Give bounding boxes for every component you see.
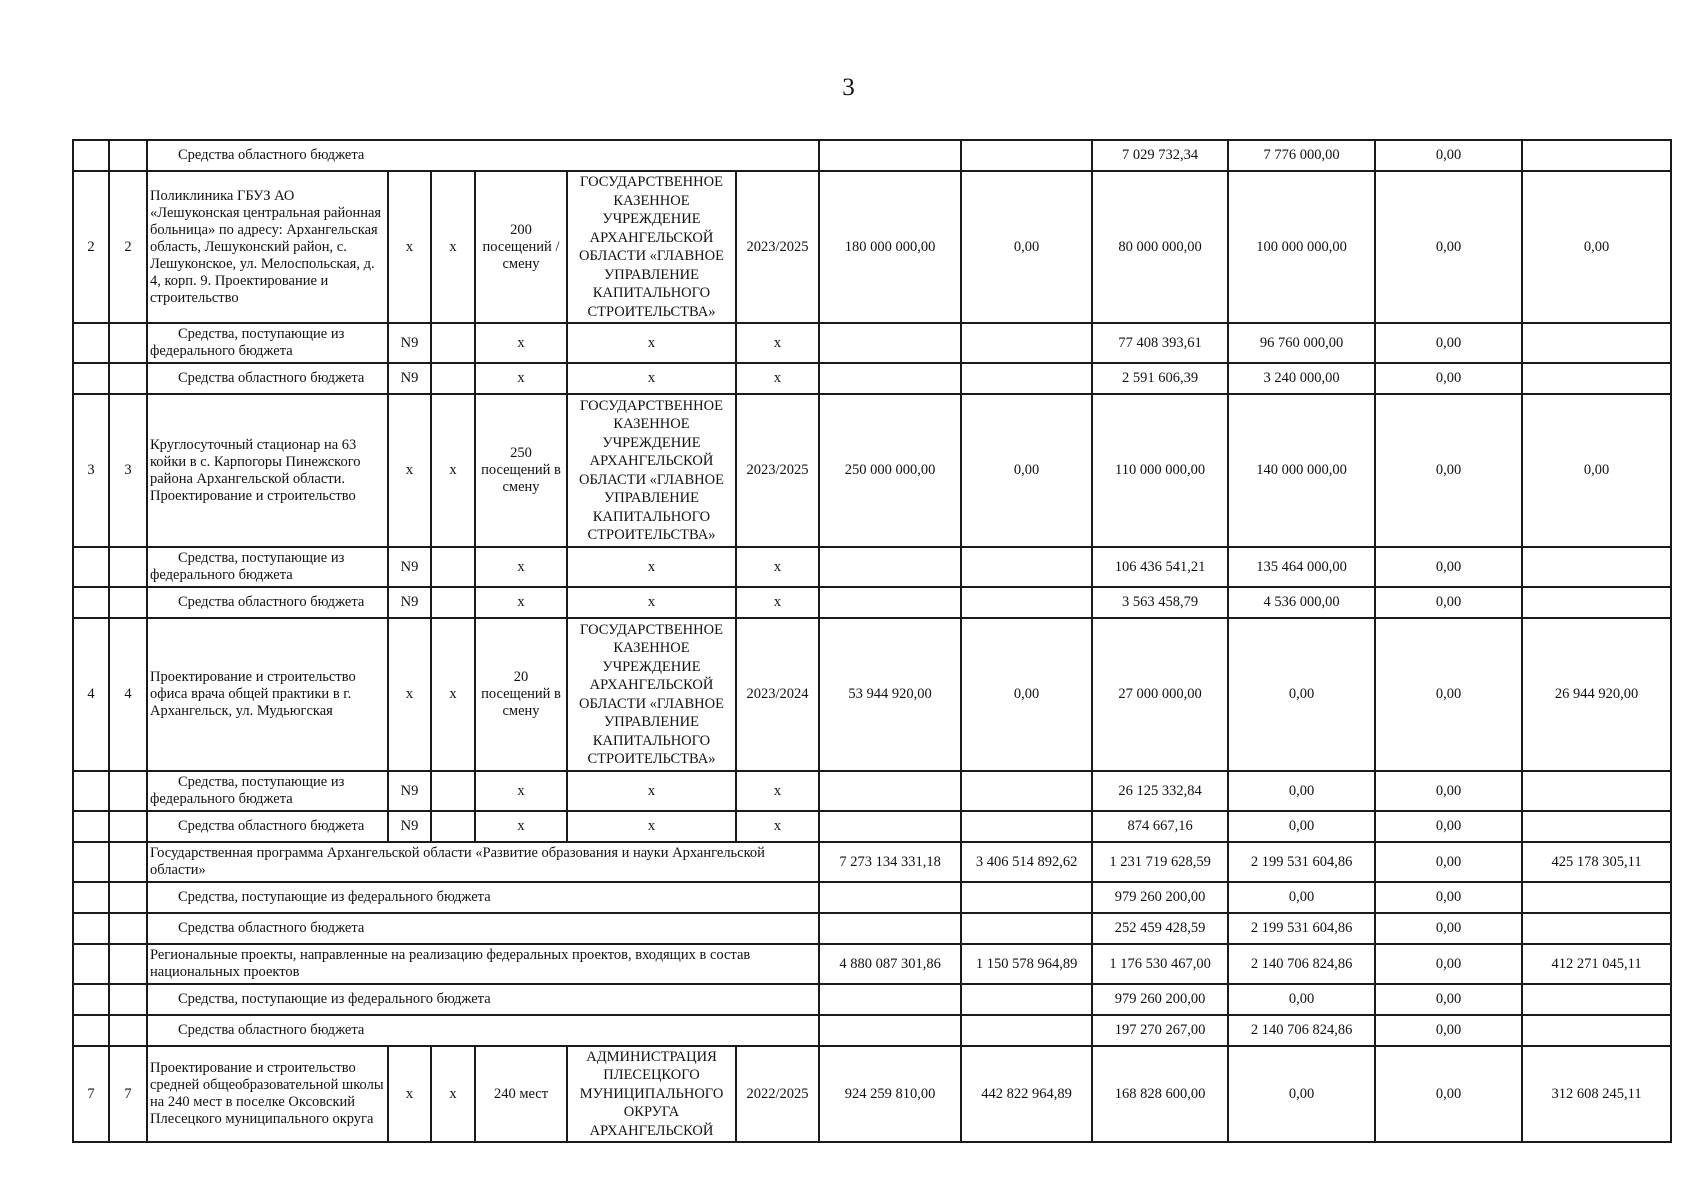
- table-row: [73, 140, 1671, 171]
- amount-cell: 0,00: [1375, 984, 1522, 1015]
- row-number-cell: [109, 944, 147, 984]
- capacity-cell: 240 мест: [475, 1046, 567, 1142]
- x-mark-cell: x: [431, 171, 475, 323]
- row-number-cell: 2: [73, 171, 109, 323]
- empty-cell: [431, 323, 475, 363]
- amount-cell: [819, 882, 961, 913]
- period-cell: 2023/2025: [736, 171, 819, 323]
- row-number-cell: [109, 140, 147, 171]
- x-mark-cell: x: [736, 587, 819, 618]
- x-mark-cell: x: [736, 811, 819, 842]
- table-row: [73, 171, 1671, 323]
- capacity-cell: 250 посещений в смену: [475, 394, 567, 547]
- amount-cell: [961, 323, 1092, 363]
- row-number-cell: [73, 363, 109, 394]
- amount-cell: [961, 547, 1092, 587]
- amount-cell: [1522, 882, 1671, 913]
- x-mark-cell: x: [736, 547, 819, 587]
- amount-cell: [1522, 140, 1671, 171]
- amount-cell: 4 536 000,00: [1228, 587, 1375, 618]
- x-mark-cell: x: [567, 323, 736, 363]
- table-row: [73, 394, 1671, 547]
- amount-cell: [1522, 771, 1671, 811]
- period-cell: 2023/2025: [736, 394, 819, 547]
- amount-cell: [1522, 323, 1671, 363]
- amount-cell: 0,00: [1375, 882, 1522, 913]
- funding-source-label: Средства, поступающие из федерального бюджета: [147, 771, 388, 811]
- object-name: Проектирование и строительство средней общеобразовательной школы на 240 мест в поселке Оксовский Плесецкого муниципального округа: [147, 1046, 388, 1142]
- amount-cell: 0,00: [961, 171, 1092, 323]
- empty-cell: [431, 811, 475, 842]
- x-mark-cell: x: [388, 171, 431, 323]
- amount-cell: 0,00: [1375, 913, 1522, 944]
- amount-cell: [961, 913, 1092, 944]
- capacity-cell: 200 посещений / смену: [475, 171, 567, 323]
- funding-source-label: Средства, поступающие из федерального бюджета: [147, 323, 388, 363]
- x-mark-cell: x: [431, 1046, 475, 1142]
- empty-cell: [431, 587, 475, 618]
- funding-source-label: Средства, поступающие из федерального бюджета: [147, 984, 819, 1015]
- row-number-cell: 7: [109, 1046, 147, 1142]
- amount-cell: 0,00: [1375, 394, 1522, 547]
- table-row: [73, 944, 1671, 984]
- amount-cell: 4 880 087 301,86: [819, 944, 961, 984]
- row-number-cell: [73, 547, 109, 587]
- table-row: [73, 1046, 1671, 1142]
- row-number-cell: [109, 771, 147, 811]
- amount-cell: [819, 811, 961, 842]
- funding-source-label: Средства областного бюджета: [147, 587, 388, 618]
- x-mark-cell: x: [567, 587, 736, 618]
- row-number-cell: [109, 984, 147, 1015]
- row-number-cell: 4: [73, 618, 109, 771]
- row-number-cell: [109, 323, 147, 363]
- amount-cell: [961, 363, 1092, 394]
- amount-cell: [819, 913, 961, 944]
- amount-cell: 3 240 000,00: [1228, 363, 1375, 394]
- x-mark-cell: x: [736, 771, 819, 811]
- amount-cell: 0,00: [1228, 984, 1375, 1015]
- amount-cell: 26 125 332,84: [1092, 771, 1228, 811]
- amount-cell: 100 000 000,00: [1228, 171, 1375, 323]
- row-number-cell: [73, 913, 109, 944]
- code-cell: N9: [388, 811, 431, 842]
- row-number-cell: [73, 882, 109, 913]
- amount-cell: 3 563 458,79: [1092, 587, 1228, 618]
- amount-cell: [961, 882, 1092, 913]
- program-title: Государственная программа Архангельской области «Развитие образования и науки Архангельской области»: [147, 842, 819, 882]
- amount-cell: 2 199 531 604,86: [1228, 842, 1375, 882]
- amount-cell: 2 199 531 604,86: [1228, 913, 1375, 944]
- row-number-cell: [73, 140, 109, 171]
- organization-cell: ГОСУДАРСТВЕННОЕ КАЗЕННОЕ УЧРЕЖДЕНИЕ АРХАНГЕЛЬСКОЙ ОБЛАСТИ «ГЛАВНОЕ УПРАВЛЕНИЕ КАПИТАЛЬНОГО СТРОИТЕЛЬСТВА»: [567, 171, 736, 323]
- x-mark-cell: x: [388, 1046, 431, 1142]
- code-cell: N9: [388, 771, 431, 811]
- amount-cell: 0,00: [1228, 618, 1375, 771]
- row-number-cell: [73, 811, 109, 842]
- code-cell: N9: [388, 587, 431, 618]
- amount-cell: 0,00: [1375, 842, 1522, 882]
- amount-cell: [1522, 913, 1671, 944]
- row-number-cell: [109, 882, 147, 913]
- program-title: Региональные проекты, направленные на реализацию федеральных проектов, входящих в состав национальных проектов: [147, 944, 819, 984]
- amount-cell: [961, 984, 1092, 1015]
- amount-cell: [819, 547, 961, 587]
- amount-cell: 0,00: [1375, 771, 1522, 811]
- row-number-cell: 3: [73, 394, 109, 547]
- amount-cell: 442 822 964,89: [961, 1046, 1092, 1142]
- amount-cell: 979 260 200,00: [1092, 984, 1228, 1015]
- x-mark-cell: x: [388, 394, 431, 547]
- row-number-cell: [73, 1015, 109, 1046]
- amount-cell: 2 140 706 824,86: [1228, 1015, 1375, 1046]
- amount-cell: 0,00: [1375, 1015, 1522, 1046]
- amount-cell: [1522, 363, 1671, 394]
- capacity-cell: 20 посещений в смену: [475, 618, 567, 771]
- table-row: [73, 618, 1671, 771]
- row-number-cell: [109, 913, 147, 944]
- amount-cell: 0,00: [1375, 811, 1522, 842]
- amount-cell: [819, 1015, 961, 1046]
- x-mark-cell: x: [475, 811, 567, 842]
- amount-cell: 0,00: [1375, 547, 1522, 587]
- object-name: Круглосуточный стационар на 63 койки в с. Карпогоры Пинежского района Архангельской области. Проектирование и строительство: [147, 394, 388, 547]
- amount-cell: [1522, 587, 1671, 618]
- amount-cell: 106 436 541,21: [1092, 547, 1228, 587]
- amount-cell: 874 667,16: [1092, 811, 1228, 842]
- amount-cell: 0,00: [1375, 618, 1522, 771]
- amount-cell: [1522, 1015, 1671, 1046]
- object-name: Поликлиника ГБУЗ АО «Лешуконская центральная районная больница» по адресу: Архангельская область, Лешуконский район, с. Лешуконское, ул. Мелоспольская, д. 4, корп. 9. Проектирование и строительство: [147, 171, 388, 323]
- row-number-cell: [109, 363, 147, 394]
- organization-cell: ГОСУДАРСТВЕННОЕ КАЗЕННОЕ УЧРЕЖДЕНИЕ АРХАНГЕЛЬСКОЙ ОБЛАСТИ «ГЛАВНОЕ УПРАВЛЕНИЕ КАПИТАЛЬНОГО СТРОИТЕЛЬСТВА»: [567, 394, 736, 547]
- x-mark-cell: x: [567, 811, 736, 842]
- amount-cell: 0,00: [1228, 1046, 1375, 1142]
- amount-cell: [961, 1015, 1092, 1046]
- empty-cell: [431, 363, 475, 394]
- amount-cell: 26 944 920,00: [1522, 618, 1671, 771]
- row-number-cell: 3: [109, 394, 147, 547]
- budget-table: [72, 139, 1672, 1143]
- row-number-cell: [73, 842, 109, 882]
- object-name: Проектирование и строительство офиса врача общей практики в г. Архангельск, ул. Мудьюгская: [147, 618, 388, 771]
- table-row: [73, 363, 1671, 394]
- amount-cell: [819, 587, 961, 618]
- amount-cell: 252 459 428,59: [1092, 913, 1228, 944]
- table-row: [73, 984, 1671, 1015]
- amount-cell: 77 408 393,61: [1092, 323, 1228, 363]
- row-number-cell: 2: [109, 171, 147, 323]
- organization-cell: ГОСУДАРСТВЕННОЕ КАЗЕННОЕ УЧРЕЖДЕНИЕ АРХАНГЕЛЬСКОЙ ОБЛАСТИ «ГЛАВНОЕ УПРАВЛЕНИЕ КАПИТАЛЬНОГО СТРОИТЕЛЬСТВА»: [567, 618, 736, 771]
- row-number-cell: 4: [109, 618, 147, 771]
- amount-cell: 1 176 530 467,00: [1092, 944, 1228, 984]
- amount-cell: 312 608 245,11: [1522, 1046, 1671, 1142]
- amount-cell: 0,00: [1375, 944, 1522, 984]
- period-cell: 2022/2025: [736, 1046, 819, 1142]
- row-number-cell: [109, 811, 147, 842]
- funding-source-label: Средства, поступающие из федерального бюджета: [147, 882, 819, 913]
- page-number: 3: [842, 74, 855, 101]
- x-mark-cell: x: [475, 547, 567, 587]
- table-row: [73, 547, 1671, 587]
- empty-cell: [431, 547, 475, 587]
- x-mark-cell: x: [431, 618, 475, 771]
- amount-cell: 0,00: [1375, 323, 1522, 363]
- amount-cell: 0,00: [1375, 363, 1522, 394]
- amount-cell: [819, 140, 961, 171]
- row-number-cell: [109, 1015, 147, 1046]
- amount-cell: [961, 140, 1092, 171]
- amount-cell: 7 776 000,00: [1228, 140, 1375, 171]
- amount-cell: 2 591 606,39: [1092, 363, 1228, 394]
- amount-cell: 0,00: [1522, 171, 1671, 323]
- amount-cell: 0,00: [961, 394, 1092, 547]
- row-number-cell: 7: [73, 1046, 109, 1142]
- x-mark-cell: x: [736, 323, 819, 363]
- amount-cell: [1522, 811, 1671, 842]
- amount-cell: 96 760 000,00: [1228, 323, 1375, 363]
- code-cell: N9: [388, 323, 431, 363]
- table-row: [73, 913, 1671, 944]
- amount-cell: 3 406 514 892,62: [961, 842, 1092, 882]
- amount-cell: 7 273 134 331,18: [819, 842, 961, 882]
- amount-cell: 53 944 920,00: [819, 618, 961, 771]
- table-row: [73, 587, 1671, 618]
- amount-cell: 0,00: [961, 618, 1092, 771]
- table-row: [73, 323, 1671, 363]
- amount-cell: 1 231 719 628,59: [1092, 842, 1228, 882]
- amount-cell: 250 000 000,00: [819, 394, 961, 547]
- amount-cell: 7 029 732,34: [1092, 140, 1228, 171]
- row-number-cell: [73, 771, 109, 811]
- amount-cell: 1 150 578 964,89: [961, 944, 1092, 984]
- table-row: [73, 811, 1671, 842]
- row-number-cell: [109, 842, 147, 882]
- amount-cell: [819, 323, 961, 363]
- amount-cell: 412 271 045,11: [1522, 944, 1671, 984]
- funding-source-label: Средства областного бюджета: [147, 140, 819, 171]
- x-mark-cell: x: [388, 618, 431, 771]
- amount-cell: [961, 811, 1092, 842]
- x-mark-cell: x: [567, 363, 736, 394]
- amount-cell: [961, 587, 1092, 618]
- funding-source-label: Средства областного бюджета: [147, 1015, 819, 1046]
- amount-cell: [819, 363, 961, 394]
- funding-source-label: Средства областного бюджета: [147, 913, 819, 944]
- amount-cell: 168 828 600,00: [1092, 1046, 1228, 1142]
- amount-cell: [1522, 547, 1671, 587]
- row-number-cell: [73, 984, 109, 1015]
- amount-cell: 924 259 810,00: [819, 1046, 961, 1142]
- amount-cell: [1522, 984, 1671, 1015]
- table-row: [73, 1015, 1671, 1046]
- funding-source-label: Средства, поступающие из федерального бюджета: [147, 547, 388, 587]
- code-cell: N9: [388, 547, 431, 587]
- empty-cell: [431, 771, 475, 811]
- amount-cell: 425 178 305,11: [1522, 842, 1671, 882]
- funding-source-label: Средства областного бюджета: [147, 811, 388, 842]
- amount-cell: 135 464 000,00: [1228, 547, 1375, 587]
- x-mark-cell: x: [736, 363, 819, 394]
- amount-cell: 197 270 267,00: [1092, 1015, 1228, 1046]
- row-number-cell: [109, 587, 147, 618]
- amount-cell: 0,00: [1522, 394, 1671, 547]
- amount-cell: 0,00: [1228, 811, 1375, 842]
- amount-cell: 0,00: [1228, 771, 1375, 811]
- amount-cell: 0,00: [1375, 1046, 1522, 1142]
- x-mark-cell: x: [567, 771, 736, 811]
- funding-source-label: Средства областного бюджета: [147, 363, 388, 394]
- amount-cell: 0,00: [1228, 882, 1375, 913]
- x-mark-cell: x: [567, 547, 736, 587]
- period-cell: 2023/2024: [736, 618, 819, 771]
- row-number-cell: [73, 587, 109, 618]
- organization-cell: АДМИНИСТРАЦИЯ ПЛЕСЕЦКОГО МУНИЦИПАЛЬНОГО ОКРУГА АРХАНГЕЛЬСКОЙ: [567, 1046, 736, 1142]
- row-number-cell: [73, 323, 109, 363]
- x-mark-cell: x: [431, 394, 475, 547]
- amount-cell: 110 000 000,00: [1092, 394, 1228, 547]
- amount-cell: 979 260 200,00: [1092, 882, 1228, 913]
- amount-cell: 0,00: [1375, 171, 1522, 323]
- table-row: [73, 842, 1671, 882]
- x-mark-cell: x: [475, 323, 567, 363]
- row-number-cell: [109, 547, 147, 587]
- x-mark-cell: x: [475, 363, 567, 394]
- x-mark-cell: x: [475, 771, 567, 811]
- amount-cell: 140 000 000,00: [1228, 394, 1375, 547]
- amount-cell: 80 000 000,00: [1092, 171, 1228, 323]
- amount-cell: [819, 771, 961, 811]
- table-row: [73, 882, 1671, 913]
- amount-cell: 27 000 000,00: [1092, 618, 1228, 771]
- amount-cell: 2 140 706 824,86: [1228, 944, 1375, 984]
- row-number-cell: [73, 944, 109, 984]
- amount-cell: 0,00: [1375, 587, 1522, 618]
- amount-cell: 0,00: [1375, 140, 1522, 171]
- amount-cell: 180 000 000,00: [819, 171, 961, 323]
- amount-cell: [961, 771, 1092, 811]
- table-row: [73, 771, 1671, 811]
- x-mark-cell: x: [475, 587, 567, 618]
- code-cell: N9: [388, 363, 431, 394]
- amount-cell: [819, 984, 961, 1015]
